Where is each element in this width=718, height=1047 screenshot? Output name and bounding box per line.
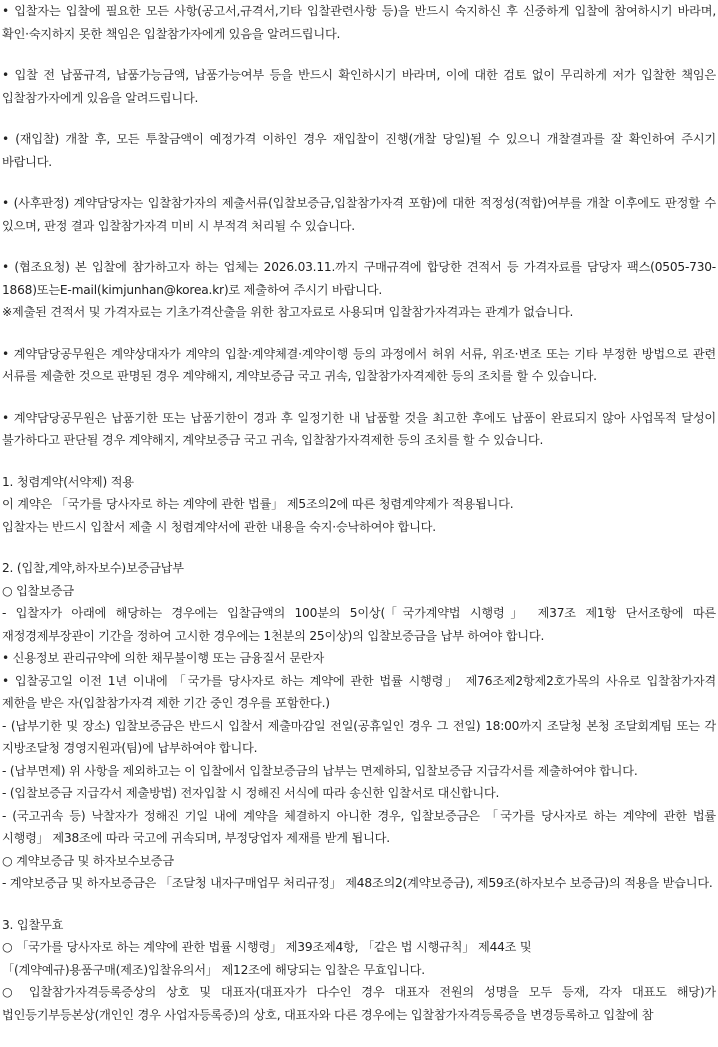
- section-line: - (국고귀속 등) 낙찰자가 정해진 기일 내에 계약을 체결하지 아니한 경우, 입찰보증금은 「국가를 당사자로 하는 계약에 관한 법률 시행령」 제38조에 따라 국고에 귀속되며, 부정당업자 제재를 받게 됩니다.: [2, 808, 716, 845]
- notice-paragraph: • (재입찰) 개찰 후, 모든 투찰금액이 예정가격 이하인 경우 재입찰이 진행(개찰 당일)될 수 있으니 개찰결과를 잘 확인하여 주시기 바랍니다.: [2, 132, 716, 169]
- notice-paragraph: • 입찰자는 입찰에 필요한 모든 사항(공고서,규격서,기타 입찰관련사항 등)을 반드시 숙지하신 후 신중하게 입찰에 참여하시기 바라며,확인·숙지하지 못한 책임은 입찰참가자에게 있음을 알려드립니다.: [2, 4, 716, 41]
- section-heading: 3. 입찰무효: [2, 917, 64, 932]
- notice-note: ※제출된 견적서 및 가격자료는 기초가격산출을 위한 참고자료로 사용되며 입찰참가자격과는 관계가 없습니다.: [2, 305, 574, 319]
- notice-paragraph: • 계약담당공무원은 납품기한 또는 납품기한이 경과 후 일정기한 내 납품할 것을 최고한 후에도 납품이 완료되지 않아 사업목적 달성이 불가하다고 판단될 경우 계약해지, 계약보증금 국고 귀속, 입찰참가자격제한 등의 조치를 할 수 있습니다.: [2, 410, 716, 447]
- section-line: • 입찰공고일 이전 1년 이내에 「국가를 당사자로 하는 계약에 관한 법률 시행령」 제76조제2항제2호가목의 사유로 입찰참가자격 제한을 받은 자(입찰참가자격 제한 기간 중인 경우를 포함한다.): [2, 673, 716, 710]
- section-line: 이 계약은 「국가를 당사자로 하는 계약에 관한 법률」 제5조의2에 따른 청렴계약제가 적용됩니다.: [2, 497, 514, 511]
- section-line: ○ 입찰보증금: [2, 583, 74, 598]
- notice-paragraph: • 입찰 전 납품규격, 납품가능금액, 납품가능여부 등을 반드시 확인하시기 바라며, 이에 대한 검토 없이 무리하게 저가 입찰한 책임은 입찰참가자에게 있음을 알려드립니다.: [2, 68, 716, 105]
- section-heading: 2. (입찰,계약,하자보수)보증금납부: [2, 561, 184, 575]
- section-line: - (납부기한 및 장소) 입찰보증금은 반드시 입찰서 제출마감일 전일(공휴일인 경우 그 전일) 18:00까지 조달청 본청 조달회계팀 또는 각 지방조달청 경영지원과(팀)에 납부하여야 합니다.: [2, 718, 716, 755]
- section-line: 입찰자는 반드시 입찰서 제출 시 청렴계약서에 관한 내용을 숙지·승낙하여야 합니다.: [2, 519, 436, 534]
- notice-paragraph: • (사후판정) 계약담당자는 입찰참가자의 제출서류(입찰보증금,입찰참가자격 포함)에 대한 적정성(적합)여부를 개찰 이후에도 판정할 수 있으며, 판정 결과 입찰참가자격 미비 시 부적격 처리될 수 있습니다.: [2, 196, 716, 233]
- section-line: 「(계약예규)용품구매(제조)입찰유의서」 제12조에 해당되는 입찰은 무효입니다.: [2, 962, 425, 977]
- section-line: • 신용정보 관리규약에 의한 채무불이행 또는 금융질서 문란자: [2, 651, 325, 665]
- section-line: ○ 입찰참가자격등록증상의 상호 및 대표자(대표자가 다수인 경우 대표자 전원의 성명을 모두 등재, 각자 대표도 해당)가 법인등기부등본상(개인인 경우 사업자등록증)의 상호, 대표자와 다른 경우에는 입찰참가자격등록증을 변경등록하고 입찰에 참: [2, 985, 716, 1022]
- section-heading: 1. 청렴계약(서약제) 적용: [2, 474, 134, 489]
- section-line: - (입찰보증금 지급각서 제출방법) 전자입찰 시 정해진 서식에 따라 송신한 입찰서로 대신합니다.: [2, 786, 500, 800]
- section-line: - 계약보증금 및 하자보증금은 「조달청 내자구매업무 처리규정」 제48조의2(계약보증금), 제59조(하자보수 보증금)의 적용을 받습니다.: [2, 876, 713, 890]
- section-line: ○ 계약보증금 및 하자보수보증금: [2, 853, 174, 868]
- section-line: - (납부면제) 위 사항을 제외하고는 이 입찰에서 입찰보증금의 납부는 면제하되, 입찰보증금 지급각서를 제출하여야 합니다.: [2, 763, 638, 778]
- section-line: ○ 「국가를 당사자로 하는 계약에 관한 법률 시행령」 제39조제4항, 「같은 법 시행규칙」 제44조 및: [2, 940, 532, 954]
- notice-paragraph: • 계약담당공무원은 계약상대자가 계약의 입찰·계약체결·계약이행 등의 과정에서 허위 서류, 위조·변조 또는 기타 부정한 방법으로 관련 서류를 제출한 것으로 판명된 경우 계약해지, 계약보증금 국고 귀속, 입찰참가자격제한 등의 조치를 할 수 있습니다.: [2, 346, 716, 383]
- section-line: - 입찰자가 아래에 해당하는 경우에는 입찰금액의 100분의 5이상(「국가계약법 시행령」 제37조 제1항 단서조항에 따른 재정경제부장관이 기간을 정하여 고시한 경우에는 1천분의 25이상)의 입찰보증금을 납부 하여야 합니다.: [2, 606, 716, 643]
- notice-paragraph: • (협조요청) 본 입찰에 참가하고자 하는 업체는 2026.03.11.까지 구매규격에 합당한 견적서 등 가격자료를 담당자 팩스(0505-730-1868)또는E-mail(kimjunhan@korea.kr)로 제출하여 주시기 바랍니다.: [2, 260, 716, 297]
